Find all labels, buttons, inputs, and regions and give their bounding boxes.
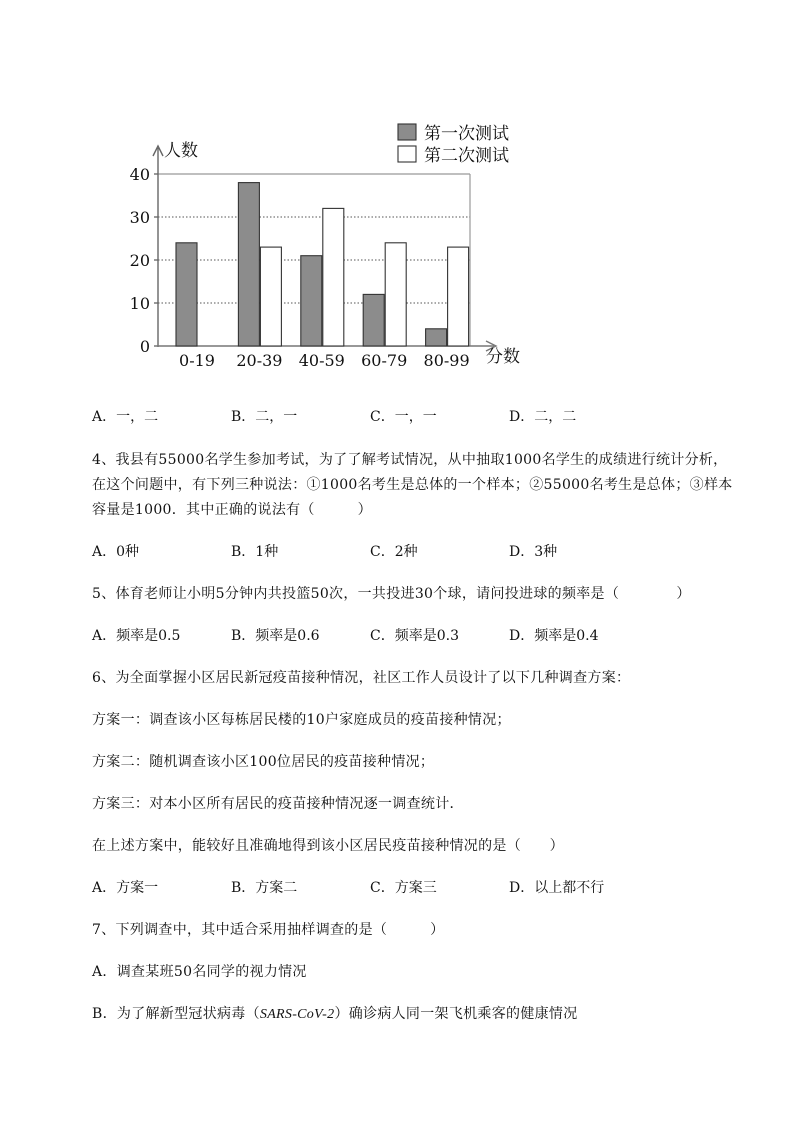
x-tick-label: 80-99 — [423, 351, 470, 370]
y-tick-label: 30 — [129, 208, 150, 227]
q7-line-1: 7、下列调查中，其中适合采用抽样调查的是（ ） — [92, 922, 445, 938]
bar-first-test — [301, 256, 322, 346]
x-tick-label: 60-79 — [361, 351, 408, 370]
q3-option-d: D．二，二 — [509, 409, 577, 425]
q3-option-c: C．一，一 — [370, 409, 437, 425]
bar-first-test — [238, 183, 259, 346]
q4-option-d: D．3种 — [509, 544, 558, 560]
bar-first-test — [426, 329, 447, 346]
x-tick-label: 40-59 — [298, 351, 345, 370]
q3-option-a: A．一，二 — [92, 409, 159, 425]
q6-option-a: A．方案一 — [92, 880, 159, 896]
legend-label: 第二次测试 — [424, 146, 509, 166]
q4-option-c: C．2种 — [370, 544, 418, 560]
q6-line-1: 6、为全面掌握小区居民新冠疫苗接种情况，社区工作人员设计了以下几种调查方案： — [92, 670, 631, 686]
q7-option-b-prefix: B．为了解新型冠状病毒（ — [92, 1006, 260, 1022]
x-tick-label: 0-19 — [179, 351, 215, 370]
y-tick-label: 0 — [139, 337, 150, 356]
x-tick-label: 20-39 — [236, 351, 283, 370]
q5-option-b: B．频率是0.6 — [231, 628, 320, 644]
bar-second-test — [260, 247, 281, 346]
q6-plan-2: 方案二：随机调查该小区100位居民的疫苗接种情况； — [92, 754, 435, 770]
q5-option-c: C．频率是0.3 — [370, 628, 459, 644]
x-axis-label: 分数 — [486, 347, 520, 367]
q4-option-b: B．1种 — [231, 544, 279, 560]
q4-line-2: 在这个问题中，有下列三种说法：①1000名考生是总体的一个样本；②55000名考生是总体；③样本 — [92, 477, 733, 493]
bar-second-test — [323, 208, 344, 346]
q4-option-a: A．0种 — [92, 544, 140, 560]
q6-option-b: B．方案二 — [231, 880, 298, 896]
bar-second-test — [448, 247, 469, 346]
q5-line-1: 5、体育老师让小明5分钟内共投篮50次，一共投进30个球，请问投进球的频率是（ ） — [92, 586, 691, 602]
y-axis-label: 人数 — [164, 141, 198, 161]
legend-swatch — [398, 124, 416, 140]
q4-line-3: 容量是1000．其中正确的说法有（ ） — [92, 502, 372, 518]
q7-option-b — [92, 1004, 578, 1025]
q6-option-c: C．方案三 — [370, 880, 437, 896]
q7-option-b-suffix: ）确诊病人同一架飞机乘客的健康情况 — [334, 1006, 578, 1022]
y-tick-label: 40 — [129, 165, 150, 184]
y-tick-label: 10 — [129, 294, 150, 313]
q6-plan-1: 方案一：调查该小区每栋居民楼的10户家庭成员的疫苗接种情况； — [92, 712, 511, 728]
q6-question: 在上述方案中，能较好且准确地得到该小区居民疫苗接种情况的是（ ） — [92, 838, 564, 854]
q3-option-b: B．二，一 — [231, 409, 298, 425]
q7-option-a: A．调查某班50名同学的视力情况 — [92, 964, 307, 980]
y-tick-label: 20 — [129, 251, 150, 270]
bar-first-test — [176, 243, 197, 346]
q4-line-1: 4、我县有55000名学生参加考试，为了了解考试情况，从中抽取1000名学生的成绩进行统计分析， — [92, 452, 728, 468]
q6-option-d: D．以上都不行 — [509, 880, 605, 896]
q5-option-a: A．频率是0.5 — [92, 628, 181, 644]
q7-virus-name: SARS-CoV-2 — [259, 1007, 335, 1022]
q6-plan-3: 方案三：对本小区所有居民的疫苗接种情况逐一调查统计． — [92, 796, 464, 812]
bar-first-test — [363, 294, 384, 346]
legend-swatch — [398, 146, 416, 162]
legend-label: 第一次测试 — [424, 124, 509, 144]
q5-option-d: D．频率是0.4 — [509, 628, 599, 644]
score-bar-chart — [120, 110, 540, 380]
bar-second-test — [385, 243, 406, 346]
